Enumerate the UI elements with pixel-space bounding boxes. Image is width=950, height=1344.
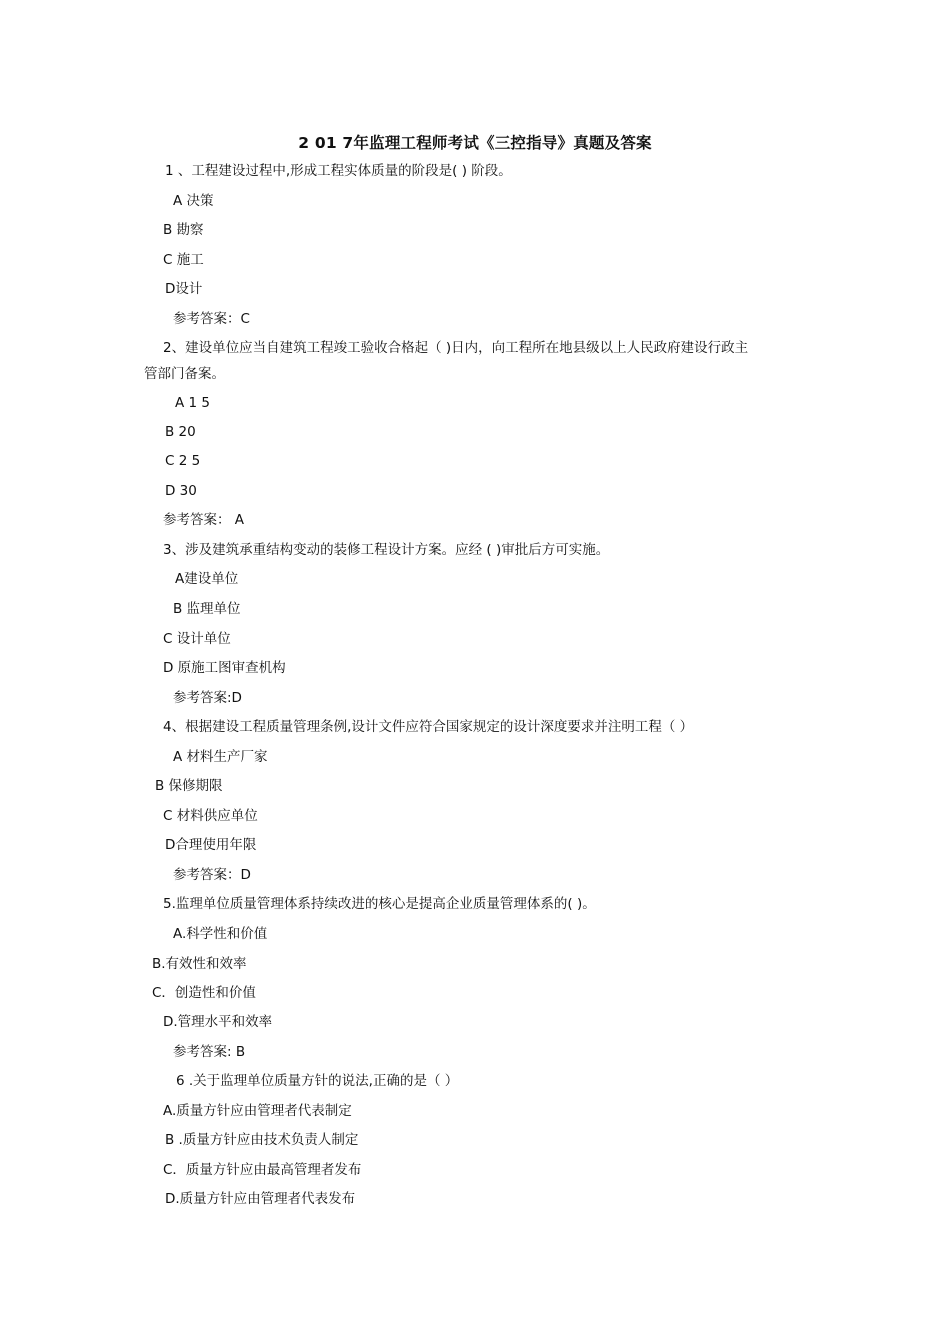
question-6-stem: 6 .关于监理单位质量方针的说法,正确的是（ ） <box>176 1073 459 1089</box>
question-2-option-a: A 1 5 <box>175 395 210 411</box>
question-4-option-a: A 材料生产厂家 <box>173 749 268 765</box>
question-1-option-a: A 决策 <box>173 193 214 209</box>
question-6-option-a: A.质量方针应由管理者代表制定 <box>163 1103 352 1119</box>
question-1-option-d: D设计 <box>165 281 203 297</box>
question-5-option-a: A.科学性和价值 <box>173 926 268 942</box>
question-1-stem: 1 、工程建设过程中,形成工程实体质量的阶段是( ) 阶段。 <box>165 163 512 179</box>
question-4-answer: 参考答案：D <box>173 867 251 883</box>
question-3-option-d: D 原施工图审查机构 <box>163 660 286 676</box>
question-1-option-b: B 勘察 <box>163 222 204 238</box>
question-2-option-c: C 2 5 <box>165 453 201 469</box>
question-2-stem: 2、建设单位应当自建筑工程竣工验收合格起（ )日内，向工程所在地县级以上人民政府建设行政主 <box>163 340 749 356</box>
question-4-option-d: D合理使用年限 <box>165 837 257 853</box>
question-5-answer: 参考答案: B <box>173 1044 246 1060</box>
question-3-stem: 3、涉及建筑承重结构变动的装修工程设计方案。应经 ( )审批后方可实施。 <box>163 542 610 558</box>
question-6-option-b: B .质量方针应由技术负责人制定 <box>165 1132 359 1148</box>
question-2-option-b: B 20 <box>165 424 196 440</box>
question-3-option-b: B 监理单位 <box>173 601 241 617</box>
question-3-option-c: C 设计单位 <box>163 631 231 647</box>
question-2-stem-cont: 管部门备案。 <box>144 366 225 382</box>
question-4-option-c: C 材料供应单位 <box>163 808 258 824</box>
document-title: 2 01 7年监理工程师考试《三控指导》真题及答案 <box>298 134 652 152</box>
question-2-answer: 参考答案： A <box>163 512 245 528</box>
question-1-option-c: C 施工 <box>163 252 204 268</box>
question-4-stem: 4、根据建设工程质量管理条例,设计文件应符合国家规定的设计深度要求并注明工程（ ） <box>163 719 694 735</box>
question-1-answer: 参考答案：C <box>173 311 250 327</box>
question-5-option-d: D.管理水平和效率 <box>163 1014 273 1030</box>
question-6-option-c: C．质量方针应由最高管理者发布 <box>163 1162 362 1178</box>
question-4-option-b: B 保修期限 <box>155 778 223 794</box>
question-5-stem: 5.监理单位质量管理体系持续改进的核心是提高企业质量管理体系的( )。 <box>163 896 596 912</box>
question-6-option-d: D.质量方针应由管理者代表发布 <box>165 1191 356 1207</box>
question-3-option-a: A建设单位 <box>175 571 239 587</box>
question-2-option-d: D 30 <box>165 483 197 499</box>
question-5-option-c: C．创造性和价值 <box>152 985 256 1001</box>
question-5-option-b: B.有效性和效率 <box>152 956 247 972</box>
question-3-answer: 参考答案:D <box>173 690 242 706</box>
